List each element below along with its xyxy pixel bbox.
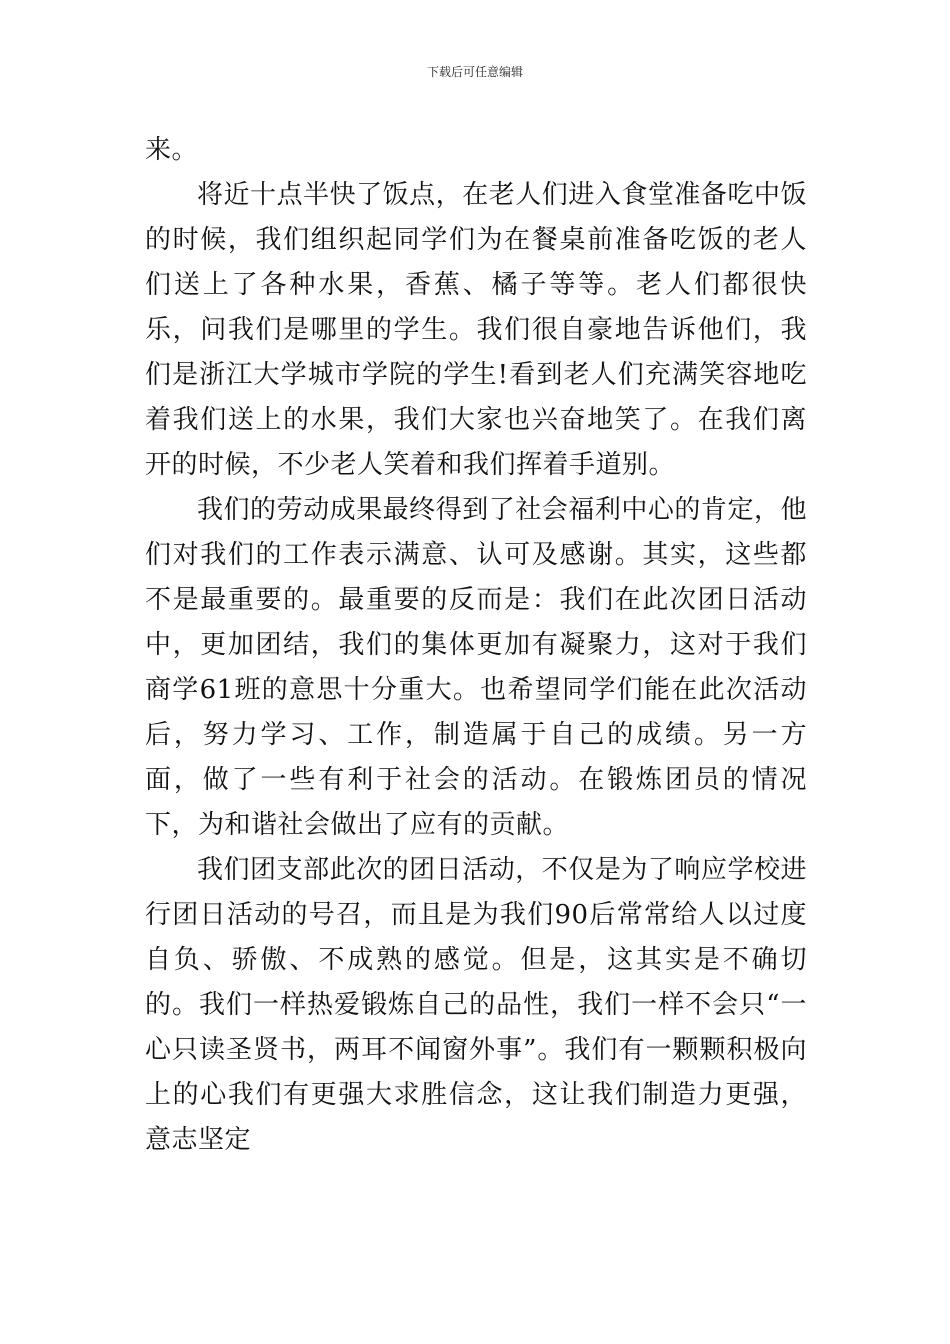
page-header: 下载后可任意编辑 bbox=[426, 65, 523, 79]
document-body bbox=[145, 128, 807, 1163]
paragraph-continuation: 来。 bbox=[145, 135, 199, 165]
paragraph: 我们团支部此次的团日活动，不仅是为了响应学校进行团日活动的号召，而且是为我们90后常常给人以过度自负、骄傲、不成熟的感觉。但是，这其实是不确切的。我们一样热爱锻炼自己的品性，我们一样不会只“一心只读圣贤书，两耳不闻窗外事”。我们有一颗颗积极向上的心我们有更强大求胜信念，这让我们制造力更强，意志坚定 bbox=[145, 855, 807, 1155]
paragraph: 我们的劳动成果最终得到了社会福利中心的肯定，他们对我们的工作表示满意、认可及感谢。其实，这些都不是最重要的。最重要的反而是：我们在此次团日活动中，更加团结，我们的集体更加有凝聚力，这对于我们商学61班的意思十分重大。也希望同学们能在此次活动后，努力学习、工作，制造属于自己的成绩。另一方面，做了一些有利于社会的活动。在锻炼团员的情况下，为和谐社会做出了应有的贡献。 bbox=[145, 495, 807, 840]
paragraph: 将近十点半快了饭点，在老人们进入食堂准备吃中饭的时候，我们组织起同学们为在餐桌前准备吃饭的老人们送上了各种水果，香蕉、橘子等等。老人们都很快乐，问我们是哪里的学生。我们很自豪地告诉他们，我们是浙江大学城市学院的学生!看到老人们充满笑容地吃着我们送上的水果，我们大家也兴奋地笑了。在我们离开的时候，不少老人笑着和我们挥着手道别。 bbox=[145, 180, 807, 480]
